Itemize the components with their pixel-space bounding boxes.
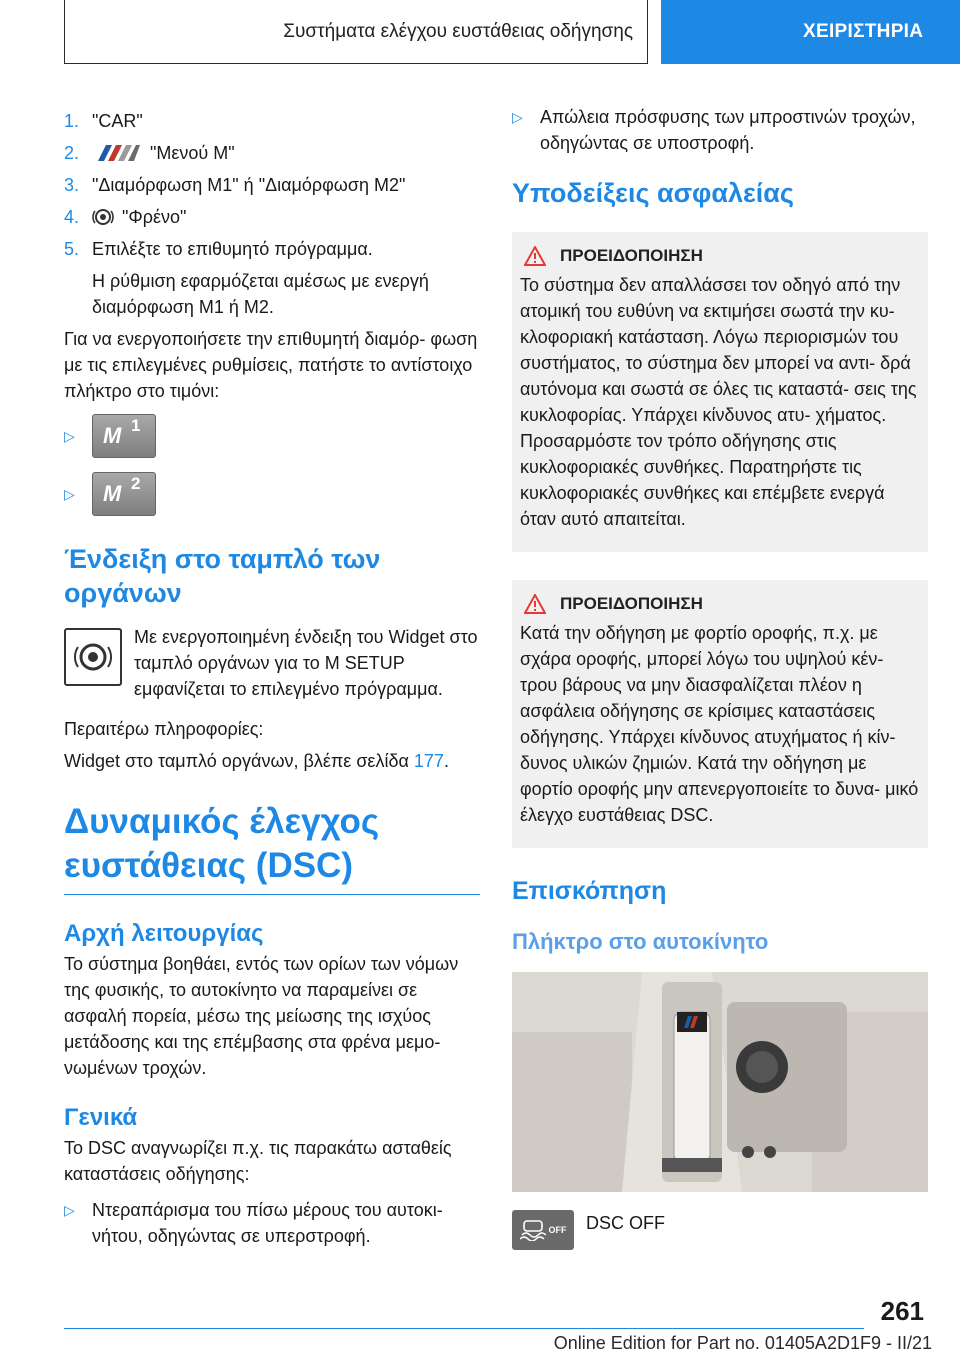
triangle-bullet-icon: ▷ [64, 427, 75, 444]
footer-text: Online Edition for Part no. 01405A2D1F9 - II/21 [553, 1333, 932, 1353]
page-number: 261 [880, 1296, 924, 1326]
key-label: M [103, 423, 122, 448]
step-text: "Φρένο" [122, 207, 187, 227]
key-sup: 2 [131, 474, 141, 493]
m-menu-icon [92, 140, 150, 166]
warning-title: ΠΡΟΕΙΔΟΠΟΙΗΣΗ [560, 594, 703, 613]
list-item [64, 108, 480, 134]
list-item [64, 414, 480, 458]
triangle-bullet-icon: ▷ [64, 485, 75, 502]
m2-key-image [92, 472, 156, 516]
triangle-bullet-icon: ▷ [64, 1202, 75, 1218]
principle-heading: Αρχή λειτουργίας [64, 920, 264, 947]
display-block [64, 624, 480, 702]
display-text: Με ενεργοποιημένη ένδειξη του Widget στο ταμπλό οργάνων για το M SETUP εμφανίζεται το επιλεγμένο πρόγραμμα. [134, 627, 478, 699]
warning-box [512, 580, 928, 848]
step-text: "Μενού M" [150, 143, 235, 163]
step-note: Η ρύθμιση εφαρμόζεται αμέσως με ενεργή διαμόρφωση M1 ή M2. [92, 271, 429, 317]
page-link[interactable]: 177 [413, 751, 444, 771]
dsc-heading: Δυναμικός έλεγχος ευστάθειας (DSC) [64, 802, 380, 885]
left-column [64, 108, 480, 1255]
list-item [64, 172, 480, 198]
section-title: ΧΕΙΡΙΣΤΗΡΙΑ [803, 21, 924, 42]
key-label: M [103, 481, 122, 506]
list-item [512, 104, 928, 156]
step-text: "Διαμόρφωση M1" ή "Διαμόρφωση M2" [92, 175, 406, 195]
chapter-header [64, 0, 648, 64]
display-heading: Ένδειξη στο ταμπλό των οργάνων [64, 544, 381, 608]
triangle-bullet-icon: ▷ [512, 109, 523, 125]
brake-icon [92, 204, 122, 230]
warning-text: Το σύστημα δεν απαλλάσσει τον οδηγό από την ατομική του ευθύνη να εκτιμήσει σωστά την κυ- κλοφοριακή κατάσταση. Λόγω περιορισμών του συστήματος, το σύστημα δεν μπορεί να αντι- δρά αυτόνομα και σωστά σε όλες τις καταστά- σεις της κυκλοφορίας. Υπάρχει κίνδυνος ατυ- χήματος. Προσαρμόστε τον τρόπο οδήγησης στις κυκλοφοριακές συνθήκες. Παρατηρήστε τις κυκλοφοριακές συνθήκες και επέμβετε ενεργά όταν αυτό απαιτείται. [520, 275, 917, 529]
warning-triangle-icon [524, 594, 546, 614]
step-number: 1. [64, 111, 80, 131]
button-heading: Πλήκτρο στο αυτοκίνητο [512, 929, 769, 954]
warning-title-row [520, 246, 920, 266]
warning-triangle-icon [524, 246, 546, 266]
list-item [64, 204, 480, 230]
center-console-photo [512, 972, 928, 1192]
dsc-off-row [512, 1210, 928, 1250]
step-number: 2. [64, 143, 80, 163]
bullet-text: Ντεραπάρισμα του πίσω μέρους του αυτοκι- νήτου, οδηγώντας σε υπερστροφή. [92, 1200, 443, 1246]
dsc-heading-block [64, 800, 480, 895]
section-tab [661, 0, 960, 64]
more-info-label: Περαιτέρω πληροφορίες: [64, 719, 264, 739]
step-number: 3. [64, 175, 80, 195]
step-number: 4. [64, 207, 80, 227]
m1-key-image [92, 414, 156, 458]
list-item [64, 140, 480, 166]
step-number: 5. [64, 239, 80, 259]
dsc-off-label: DSC OFF [586, 1213, 665, 1233]
general-heading: Γενικά [64, 1104, 138, 1131]
list-item [64, 236, 480, 262]
key-sup: 1 [131, 416, 141, 435]
warning-text: Κατά την οδήγηση με φορτίο οροφής, π.χ. με σχάρα οροφής, μπορεί λόγω του υψηλού κέν- τρου βάρους να μην διασφαλίζεται πλέον η ασφάλεια οδήγησης σε κρίσιμες καταστάσεις οδήγησης. Υπάρχει κίνδυνος ατυχήματος ή κίν- δυνος υλικών ζημιών. Κατά την οδήγηση με φορτίο οροφής μην απενεργοποιείτε το δυνα- μικό έλεγχο ευστάθειας DSC. [520, 623, 919, 825]
chapter-title: Συστήματα ελέγχου ευστάθειας οδήγησης [283, 20, 633, 42]
step-text: "CAR" [92, 111, 143, 131]
warning-title-row [520, 594, 920, 614]
more-info-end: . [443, 751, 449, 771]
footer-rule [64, 1328, 864, 1329]
right-column [512, 104, 928, 1250]
overview-heading: Επισκόπηση [512, 877, 667, 905]
bullet-text: Απώλεια πρόσφυσης των μπροστινών τροχών, οδηγώντας σε υποστροφή. [540, 107, 916, 153]
dsc-icon-text: OFF [548, 1225, 567, 1235]
list-item [64, 1197, 480, 1249]
safety-heading: Υποδείξεις ασφαλείας [512, 178, 794, 208]
general-text: Το DSC αναγνωρίζει π.χ. τις παρακάτω ασταθείς καταστάσεις οδήγησης: [64, 1138, 452, 1184]
list-item [64, 472, 480, 516]
warning-box [512, 232, 928, 552]
principle-text: Το σύστημα βοηθάει, εντός των ορίων των νόμων της φυσικής, το αυτοκίνητο να παραμείνει σε ασφαλή πορεία, μέσω της μείωσης της ισχύος μετάδοσης και της επέμβασης στα φρένα μεμο- νωμένων τροχών. [64, 954, 459, 1078]
dsc-off-button-icon [512, 1210, 574, 1250]
more-info-text: Widget στο ταμπλό οργάνων, βλέπε σελίδα [64, 751, 409, 771]
widget-icon [64, 628, 122, 686]
more-info [64, 748, 480, 774]
step-text: Επιλέξτε το επιθυμητό πρόγραμμα. [92, 239, 373, 259]
warning-title: ΠΡΟΕΙΔΟΠΟΙΗΣΗ [560, 246, 703, 265]
activate-text: Για να ενεργοποιήσετε την επιθυμητή διαμόρ- φωση με τις επιλεγμένες ρυθμίσεις, πατήστε το αντίστοιχο πλήκτρο στο τιμόνι: [64, 329, 478, 401]
